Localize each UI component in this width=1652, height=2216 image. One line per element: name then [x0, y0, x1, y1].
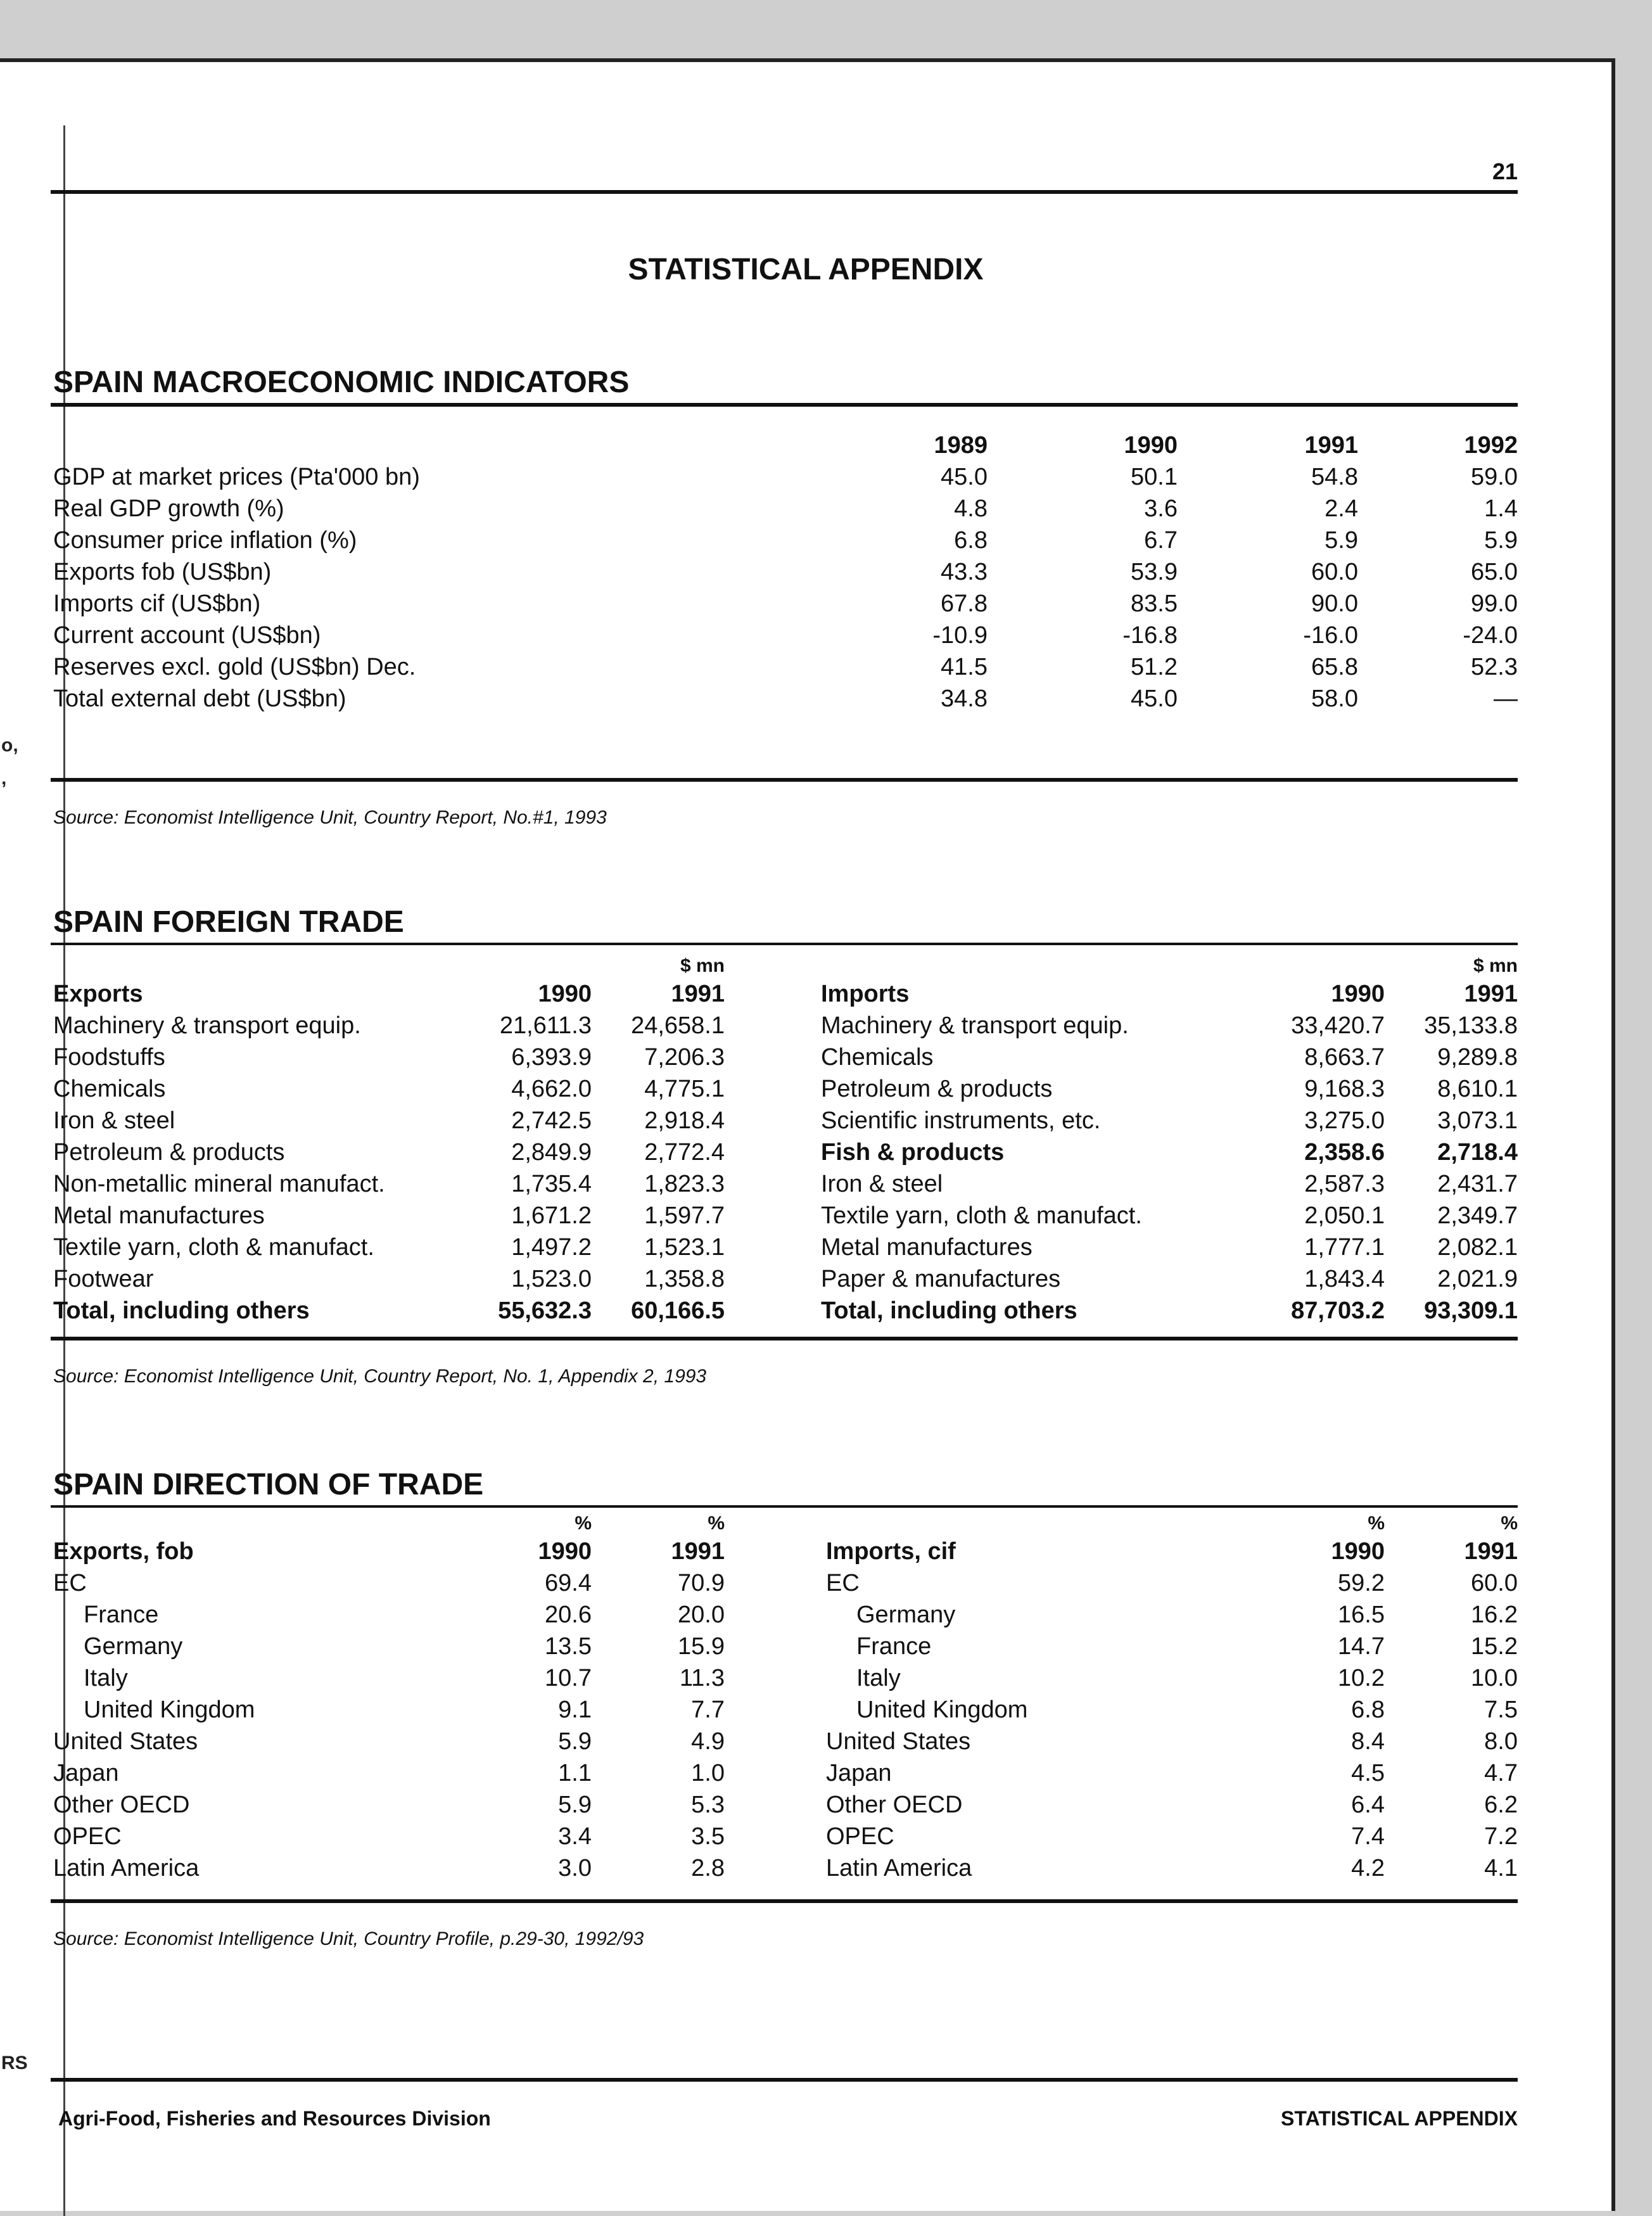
direction-exports-header: Exports, fob	[53, 1538, 194, 1565]
trade-imports-unit-row	[821, 954, 1518, 978]
trade-import-value: 2,587.3	[1304, 1170, 1385, 1197]
direction-import-label: Other OECD	[826, 1791, 963, 1818]
direction-import-label: Germany	[856, 1601, 956, 1628]
trade-export-label: Foodstuffs	[53, 1043, 165, 1071]
edge-fragment: o,	[1, 735, 18, 756]
trade-export-value: 1,523.0	[511, 1265, 592, 1292]
trade-export-value: 4,662.0	[511, 1075, 592, 1102]
trade-export-value: 2,742.5	[511, 1107, 592, 1134]
trade-import-row	[821, 1073, 1518, 1105]
trade-export-value: 21,611.3	[499, 1012, 592, 1039]
direction-import-label: United Kingdom	[856, 1696, 1028, 1723]
direction-import-value: 6.8	[1351, 1696, 1385, 1723]
direction-import-value: 7.4	[1351, 1823, 1385, 1850]
macro-value: 83.5	[1131, 590, 1178, 617]
trade-year: 1991	[671, 980, 725, 1007]
direction-export-label: Latin America	[53, 1854, 200, 1882]
macro-value: 2.4	[1325, 495, 1358, 522]
macro-value: 51.2	[1131, 653, 1178, 680]
direction-year: 1990	[538, 1538, 592, 1565]
trade-export-label: Footwear	[53, 1265, 154, 1292]
trade-export-value: 24,658.1	[631, 1012, 725, 1039]
macro-row	[53, 493, 1518, 525]
direction-export-row	[53, 1631, 725, 1662]
trade-export-row	[53, 1073, 725, 1105]
trade-import-row	[821, 1232, 1518, 1263]
macro-value: 45.0	[941, 463, 988, 490]
direction-export-row	[53, 1599, 725, 1631]
direction-top-rule	[51, 1505, 1518, 1508]
trade-export-row	[53, 1137, 725, 1168]
macro-label: Imports cif (US$bn)	[53, 590, 261, 617]
macro-value: 3.6	[1144, 495, 1178, 522]
direction-import-value: 7.5	[1484, 1696, 1518, 1723]
macro-table-body	[53, 461, 1518, 715]
page-number: 21	[1492, 158, 1518, 184]
direction-export-label: Germany	[84, 1633, 183, 1660]
direction-export-label: Italy	[84, 1664, 128, 1691]
direction-imports-body	[826, 1567, 1518, 1884]
trade-import-value: 2,021.9	[1437, 1265, 1518, 1292]
trade-import-row	[821, 1295, 1518, 1327]
trade-export-row	[53, 1295, 725, 1327]
direction-export-value: 13.5	[545, 1633, 592, 1660]
trade-export-label: Non-metallic mineral manufact.	[53, 1170, 385, 1197]
macro-year: 1991	[1304, 431, 1358, 459]
direction-exports-unit-row	[53, 1512, 725, 1536]
macro-value: 5.9	[1325, 526, 1358, 554]
direction-import-label: OPEC	[826, 1823, 894, 1850]
direction-bottom-rule	[51, 1899, 1518, 1903]
direction-exports-table	[53, 1512, 725, 1884]
macro-label: Consumer price inflation (%)	[53, 526, 357, 554]
trade-exports-table	[53, 954, 725, 1327]
macro-label: Total external debt (US$bn)	[53, 685, 346, 712]
direction-export-value: 3.5	[691, 1823, 725, 1850]
trade-exports-body	[53, 1010, 725, 1327]
trade-export-value: 60,166.5	[631, 1297, 725, 1324]
trade-export-value: 4,775.1	[644, 1075, 725, 1102]
trade-year: 1991	[1464, 980, 1518, 1007]
trade-export-label: Textile yarn, cloth & manufact.	[53, 1233, 374, 1261]
trade-import-row	[821, 1105, 1518, 1137]
macro-label: Real GDP growth (%)	[53, 495, 284, 522]
direction-export-row	[53, 1852, 725, 1884]
footer-section: STATISTICAL APPENDIX	[1281, 2107, 1518, 2130]
trade-export-row	[53, 1232, 725, 1263]
trade-year: 1990	[538, 980, 592, 1007]
trade-import-row	[821, 1010, 1518, 1041]
trade-export-row	[53, 1168, 725, 1200]
trade-export-value: 2,772.4	[644, 1138, 725, 1166]
direction-import-value: 8.0	[1484, 1728, 1518, 1755]
trade-import-value: 2,431.7	[1437, 1170, 1518, 1197]
trade-import-value: 2,349.7	[1437, 1202, 1518, 1229]
trade-import-row	[821, 1200, 1518, 1232]
direction-import-row	[826, 1567, 1518, 1599]
macro-row	[53, 651, 1518, 683]
trade-export-label: Total, including others	[53, 1297, 310, 1324]
macro-value: 52.3	[1471, 653, 1518, 680]
direction-imports-table	[826, 1512, 1518, 1884]
direction-export-row	[53, 1567, 725, 1599]
macro-value: 59.0	[1471, 463, 1518, 490]
trade-export-value: 55,632.3	[498, 1297, 592, 1324]
direction-import-value: 8.4	[1351, 1728, 1385, 1755]
trade-import-label: Metal manufactures	[821, 1233, 1032, 1261]
direction-export-value: 3.0	[558, 1854, 592, 1882]
direction-export-value: 20.0	[678, 1601, 725, 1628]
macro-label: Current account (US$bn)	[53, 621, 321, 649]
macro-row	[53, 556, 1518, 588]
direction-export-value: 1.0	[691, 1759, 725, 1786]
direction-export-row	[53, 1757, 725, 1789]
direction-import-value: 4.1	[1484, 1854, 1518, 1882]
direction-export-value: 5.9	[558, 1791, 592, 1818]
trade-import-label: Total, including others	[821, 1297, 1077, 1324]
trade-export-value: 1,597.7	[644, 1202, 725, 1229]
direction-export-label: United Kingdom	[84, 1696, 255, 1723]
direction-export-row	[53, 1821, 725, 1852]
direction-unit: %	[1368, 1513, 1385, 1534]
trade-export-value: 1,497.2	[511, 1233, 592, 1261]
macro-section-title: SPAIN MACROECONOMIC INDICATORS	[53, 366, 630, 399]
trade-import-label: Machinery & transport equip.	[821, 1012, 1129, 1039]
trade-import-row	[821, 1263, 1518, 1295]
macro-value: 90.0	[1311, 590, 1358, 617]
edge-fragment: ,	[1, 768, 7, 789]
direction-export-label: United States	[53, 1728, 198, 1755]
macro-value: 65.8	[1311, 653, 1358, 680]
macro-value: -16.0	[1303, 621, 1358, 649]
trade-import-label: Chemicals	[821, 1043, 934, 1071]
macro-value: 99.0	[1471, 590, 1518, 617]
direction-export-value: 5.3	[691, 1791, 725, 1818]
trade-source: Source: Economist Intelligence Unit, Country Report, No. 1, Appendix 2, 1993	[53, 1366, 707, 1387]
macro-value: 43.3	[941, 558, 988, 585]
trade-import-row	[821, 1041, 1518, 1073]
trade-export-label: Chemicals	[53, 1075, 166, 1102]
trade-export-value: 1,671.2	[511, 1202, 592, 1229]
macro-year: 1992	[1464, 431, 1518, 459]
macro-table	[53, 430, 1518, 715]
direction-import-row	[826, 1789, 1518, 1821]
macro-value: 53.9	[1131, 558, 1178, 585]
trade-import-label: Fish & products	[821, 1138, 1005, 1166]
direction-unit: %	[1501, 1513, 1518, 1534]
macro-row	[53, 620, 1518, 651]
footer-rule	[51, 2078, 1518, 2082]
macro-value: 5.9	[1484, 526, 1518, 554]
macro-value: 4.8	[954, 495, 988, 522]
trade-import-label: Iron & steel	[821, 1170, 943, 1197]
trade-export-row	[53, 1105, 725, 1137]
footer-division: Agri-Food, Fisheries and Resources Division	[58, 2107, 491, 2130]
trade-import-label: Petroleum & products	[821, 1075, 1053, 1102]
macro-header-label	[53, 430, 807, 461]
direction-import-value: 16.2	[1471, 1601, 1518, 1628]
direction-export-value: 15.9	[678, 1633, 725, 1660]
macro-value: 67.8	[941, 590, 988, 617]
direction-import-value: 6.4	[1351, 1791, 1385, 1818]
direction-import-row	[826, 1852, 1518, 1884]
direction-export-label: Other OECD	[53, 1791, 190, 1818]
direction-export-value: 20.6	[545, 1601, 592, 1628]
direction-exports-body	[53, 1567, 725, 1884]
trade-import-value: 9,289.8	[1437, 1043, 1518, 1071]
direction-export-row	[53, 1726, 725, 1757]
trade-imports-header-row	[821, 978, 1518, 1010]
direction-import-label: Japan	[826, 1759, 892, 1786]
trade-import-value: 33,420.7	[1291, 1012, 1385, 1039]
direction-source: Source: Economist Intelligence Unit, Country Profile, p.29-30, 1992/93	[53, 1928, 644, 1949]
trade-top-rule	[51, 943, 1518, 945]
trade-year: 1990	[1331, 980, 1385, 1007]
direction-imports-header: Imports, cif	[826, 1538, 956, 1565]
macro-row	[53, 461, 1518, 493]
macro-value: 34.8	[941, 685, 988, 712]
macro-header-row	[53, 430, 1518, 461]
trade-imports-table	[821, 954, 1518, 1327]
trade-import-value: 2,082.1	[1437, 1233, 1518, 1261]
macro-bottom-rule	[51, 778, 1518, 782]
trade-import-row	[821, 1168, 1518, 1200]
direction-export-value: 9.1	[558, 1696, 592, 1723]
macro-value: -24.0	[1463, 621, 1518, 649]
macro-year: 1990	[1124, 431, 1178, 459]
macro-value: 58.0	[1311, 685, 1358, 712]
page-title: STATISTICAL APPENDIX	[628, 253, 984, 286]
trade-export-value: 1,823.3	[644, 1170, 725, 1197]
trade-export-row	[53, 1263, 725, 1295]
macro-top-rule	[51, 403, 1518, 407]
macro-row	[53, 683, 1518, 715]
direction-export-value: 69.4	[545, 1569, 592, 1596]
direction-imports-header-row	[826, 1536, 1518, 1567]
direction-export-value: 7.7	[691, 1696, 725, 1723]
macro-value: 6.7	[1144, 526, 1178, 554]
macro-label: GDP at market prices (Pta'000 bn)	[53, 463, 420, 490]
macro-value: 45.0	[1131, 685, 1178, 712]
direction-import-value: 6.2	[1484, 1791, 1518, 1818]
direction-import-row	[826, 1631, 1518, 1662]
direction-export-value: 3.4	[558, 1823, 592, 1850]
direction-export-value: 2.8	[691, 1854, 725, 1882]
direction-import-value: 10.0	[1471, 1664, 1518, 1691]
direction-export-row	[53, 1789, 725, 1821]
trade-import-value: 87,703.2	[1291, 1297, 1385, 1324]
direction-import-value: 7.2	[1484, 1823, 1518, 1850]
trade-exports-header: Exports	[53, 980, 143, 1007]
trade-import-value: 8,610.1	[1437, 1075, 1518, 1102]
direction-import-row	[826, 1757, 1518, 1789]
trade-export-value: 2,918.4	[644, 1107, 725, 1134]
direction-export-label: EC	[53, 1569, 87, 1596]
macro-value: 54.8	[1311, 463, 1358, 490]
trade-export-value: 6,393.9	[511, 1043, 592, 1071]
direction-year: 1990	[1331, 1538, 1385, 1565]
macro-value: 60.0	[1311, 558, 1358, 585]
trade-export-label: Metal manufactures	[53, 1202, 265, 1229]
macro-value: 6.8	[954, 526, 988, 554]
direction-section-title: SPAIN DIRECTION OF TRADE	[53, 1468, 484, 1501]
direction-export-value: 70.9	[678, 1569, 725, 1596]
trade-import-value: 1,777.1	[1304, 1233, 1385, 1261]
trade-export-label: Machinery & transport equip.	[53, 1012, 361, 1039]
document-page	[0, 58, 1615, 2211]
trade-import-label: Scientific instruments, etc.	[821, 1107, 1101, 1134]
direction-export-value: 5.9	[558, 1728, 592, 1755]
header-rule	[51, 190, 1518, 194]
direction-export-value: 4.9	[691, 1728, 725, 1755]
direction-import-label: Italy	[856, 1664, 901, 1691]
direction-import-row	[826, 1599, 1518, 1631]
trade-export-value: 1,735.4	[511, 1170, 592, 1197]
macro-label: Reserves excl. gold (US$bn) Dec.	[53, 653, 416, 680]
direction-export-row	[53, 1694, 725, 1726]
trade-export-label: Iron & steel	[53, 1107, 175, 1134]
direction-unit: %	[708, 1513, 725, 1534]
trade-bottom-rule	[51, 1337, 1518, 1340]
trade-export-row	[53, 1041, 725, 1073]
direction-import-row	[826, 1821, 1518, 1852]
trade-import-value: 2,050.1	[1304, 1202, 1385, 1229]
trade-import-label: Paper & manufactures	[821, 1265, 1061, 1292]
trade-import-value: 35,133.8	[1424, 1012, 1518, 1039]
direction-import-value: 10.2	[1338, 1664, 1385, 1691]
direction-exports-header-row	[53, 1536, 725, 1567]
trade-export-row	[53, 1200, 725, 1232]
direction-export-value: 11.3	[679, 1664, 725, 1691]
direction-export-label: OPEC	[53, 1823, 122, 1850]
trade-export-value: 1,523.1	[644, 1233, 725, 1261]
direction-import-value: 4.5	[1351, 1759, 1385, 1786]
direction-export-value: 10.7	[545, 1664, 592, 1691]
trade-export-value: 2,849.9	[511, 1138, 592, 1166]
direction-export-label: France	[84, 1601, 159, 1628]
direction-export-value: 1.1	[558, 1759, 592, 1786]
direction-import-row	[826, 1694, 1518, 1726]
trade-import-label: Textile yarn, cloth & manufact.	[821, 1202, 1142, 1229]
macro-value: -16.8	[1122, 621, 1178, 649]
direction-import-value: 4.7	[1484, 1759, 1518, 1786]
macro-label: Exports fob (US$bn)	[53, 558, 272, 585]
macro-row	[53, 588, 1518, 620]
direction-import-row	[826, 1726, 1518, 1757]
direction-unit: %	[575, 1513, 592, 1534]
trade-import-value: 3,275.0	[1304, 1107, 1385, 1134]
direction-import-value: 15.2	[1471, 1633, 1518, 1660]
trade-import-value: 2,718.4	[1437, 1138, 1518, 1166]
direction-year: 1991	[1464, 1538, 1518, 1565]
direction-import-row	[826, 1662, 1518, 1694]
trade-export-row	[53, 1010, 725, 1041]
direction-import-value: 16.5	[1338, 1601, 1385, 1628]
macro-value: 1.4	[1484, 495, 1518, 522]
trade-exports-unit-row	[53, 954, 725, 978]
trade-imports-body	[821, 1010, 1518, 1327]
trade-import-value: 9,168.3	[1304, 1075, 1385, 1102]
trade-export-value: 7,206.3	[644, 1043, 725, 1071]
direction-import-label: EC	[826, 1569, 860, 1596]
direction-import-label: United States	[826, 1728, 971, 1755]
macro-value: -10.9	[932, 621, 988, 649]
direction-year: 1991	[671, 1538, 725, 1565]
direction-export-row	[53, 1662, 725, 1694]
macro-value: 41.5	[941, 653, 988, 680]
edge-fragment: RS	[1, 2053, 28, 2073]
trade-import-value: 93,309.1	[1424, 1297, 1518, 1324]
trade-unit: $ mn	[680, 955, 725, 976]
direction-export-label: Japan	[53, 1759, 119, 1786]
trade-import-row	[821, 1137, 1518, 1168]
trade-import-value: 8,663.7	[1304, 1043, 1385, 1071]
trade-imports-header: Imports	[821, 980, 910, 1007]
direction-import-label: Latin America	[826, 1854, 972, 1882]
trade-unit: $ mn	[1473, 955, 1518, 976]
trade-export-value: 1,358.8	[644, 1265, 725, 1292]
direction-import-value: 14.7	[1338, 1633, 1385, 1660]
macro-value: 50.1	[1131, 463, 1178, 490]
trade-import-value: 1,843.4	[1304, 1265, 1385, 1292]
trade-exports-header-row	[53, 978, 725, 1010]
direction-import-value: 59.2	[1338, 1569, 1385, 1596]
macro-row	[53, 525, 1518, 556]
direction-imports-unit-row	[826, 1512, 1518, 1536]
macro-year: 1989	[934, 431, 988, 459]
direction-import-label: France	[856, 1633, 932, 1660]
macro-value: —	[1494, 685, 1518, 712]
direction-import-value: 4.2	[1351, 1854, 1385, 1882]
direction-import-value: 60.0	[1471, 1569, 1518, 1596]
trade-import-value: 2,358.6	[1304, 1138, 1385, 1166]
trade-import-value: 3,073.1	[1437, 1107, 1518, 1134]
trade-export-label: Petroleum & products	[53, 1138, 285, 1166]
macro-source: Source: Economist Intelligence Unit, Country Report, No.#1, 1993	[53, 807, 607, 828]
trade-section-title: SPAIN FOREIGN TRADE	[53, 905, 404, 939]
macro-value: 65.0	[1471, 558, 1518, 585]
